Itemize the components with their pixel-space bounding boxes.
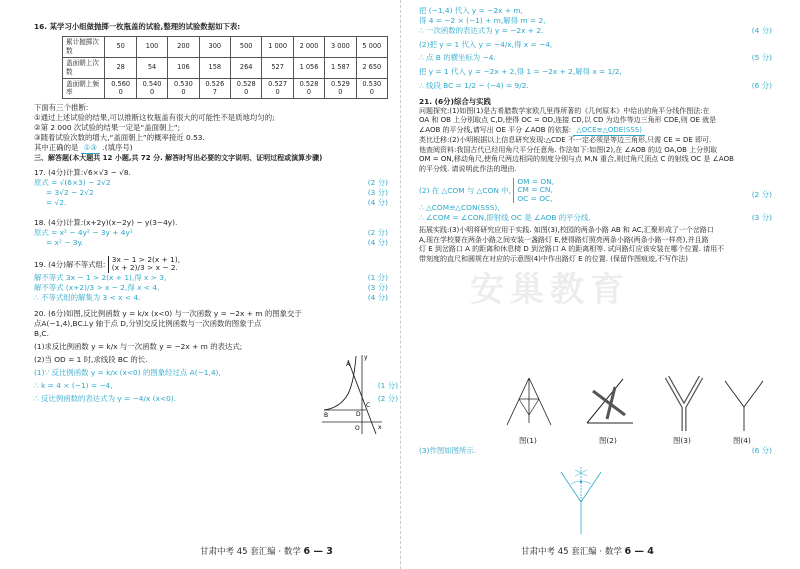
q18-step-1: 原式 = x² − 4y² − 3y + 4y² (2 分) (34, 227, 388, 237)
q21-line-2: OA 和 OB 上分别取点 C,D,使得 OC = OD,连接 CD,以 CD 为边作等边三角形 CDE,则 OE 就是 (419, 116, 717, 125)
q16-line-4: ③随着试验次数的增大,“盖面朝上”的概率接近 0.53. (34, 133, 205, 143)
q20-cont-2: 得 4 = −2 × (−1) + m,解得 m = 2, (419, 15, 546, 25)
q20-cont-3: ∴ 一次函数的表达式为 y = −2x + 2. (4 分) (419, 25, 772, 35)
watermark: 安巢教育 (470, 270, 630, 310)
left-page-number: 6 — 3 (303, 546, 333, 558)
q17-stem: 17. (4分)计算:√6×√3 − √8. (34, 167, 131, 177)
left-footer-title: 甘肃中考 45 套汇编 · 数学 (200, 547, 301, 558)
q20-figure (320, 352, 384, 436)
q20-cont-5: ∴ 点 B 的横坐标为 −4. (5 分) (419, 52, 772, 62)
table-cell: 527 (262, 57, 293, 78)
table-cell: 54 (136, 57, 167, 78)
table-cell: 0.530 0 (168, 78, 199, 99)
table-cell: 200 (168, 36, 199, 57)
q16-table-row (63, 78, 388, 99)
table-cell: 0.528 0 (231, 78, 262, 99)
q19-step-1: 解不等式 3x − 1 > 2(x + 1),得 x > 3, (1 分) (34, 273, 388, 283)
table-row-header: 盖面朝上频率 (63, 78, 105, 99)
table-cell: 0.540 0 (136, 78, 167, 99)
q21-proof-2: ∴ △COM≌△CON(SSS), (419, 203, 500, 213)
q20-part-1: (1)求反比例函数 y = k/x 与一次函数 y = −2x + m 的表达式; (34, 342, 243, 352)
q20-label-y: y (364, 354, 368, 361)
q21-proof-1: (2) 在 △COM 与 △CON 中, OM = ON, CM = CN, OC = OC, (2 分) (419, 176, 772, 203)
q19-step-2: 解不等式 (x+2)/3 > x − 2,得 x < 4, (3 分) (34, 283, 388, 293)
q21-ext-1: 拓展实践:(3)小明将研究应用于实践. 如图(3),校园的两条小路 AB 和 AC,汇聚形成了一个岔路口 (419, 226, 714, 235)
table-cell: 2 000 (293, 36, 324, 57)
q21-line-3: ∠AOB 的平分线,请写出 OE 平分 ∠AOB 的依据: △OCE≌△ODE(SSS) (419, 126, 772, 136)
table-cell: 0.527 0 (262, 78, 293, 99)
q21-head: 21. (6分)综合与实践 (419, 96, 491, 106)
fig-caption-4: 图(4) (733, 436, 751, 445)
q21-figure-1 (499, 373, 559, 433)
q16-fill-suffix: .(填序号) (102, 143, 133, 153)
q20-label-d: D (356, 411, 361, 418)
table-cell: 5 000 (356, 36, 387, 57)
table-cell: 158 (199, 57, 230, 78)
table-row-header: 累计抛掷次数 (63, 36, 105, 57)
q19-ineq-2: (x + 2)/3 > x − 2. (111, 263, 178, 273)
q20-label-o: O (355, 425, 360, 432)
q21-figure-4 (719, 373, 769, 433)
table-cell: 300 (199, 36, 230, 57)
q16-table-row (63, 36, 388, 57)
fig-caption-3: 图(3) (673, 436, 691, 445)
q16-line-3: ②第 2 000 次试验的结果一定是“盖面朝上”; (34, 123, 181, 133)
q19-ineq-1: 3x − 1 > 2(x + 1), (111, 254, 181, 264)
q16-table-row (63, 57, 388, 78)
right-page-number: 6 — 4 (624, 546, 654, 558)
q20-cont-4: (2)把 y = 1 代入 y = −4/x,得 x = −4, (419, 39, 553, 49)
q21-line-6: OM = ON,移动角尺,使角尺两边相同的刻度分别与点 M,N 重合,则过角尺顶点 C 的射线 OC 是 ∠AOB (419, 155, 734, 164)
table-cell: 0.529 0 (325, 78, 356, 99)
q21-figure-2 (579, 373, 639, 433)
right-footer (521, 546, 654, 559)
q20-cont-7: ∴ 线段 BC = 1/2 − (−4) = 9/2. (6 分) (419, 80, 772, 90)
table-cell: 0.530 0 (356, 78, 387, 99)
q20-step-1: (1)∵ 反比例函数 y = k/x (x<0) 的图象经过点 A(−1,4), (34, 368, 221, 378)
table-cell: 1 000 (262, 36, 293, 57)
q20-label-b: B (324, 412, 329, 419)
q18-stem: 18. (4分)计算:(x+2y)(x−2y) − y(3−4y). (34, 217, 178, 227)
q20-stem-3: B,C. (34, 329, 49, 339)
table-cell: 500 (231, 36, 262, 57)
q21-proof-3: ∴ ∠COM = ∠CON,即射线 OC 是 ∠AOB 的平分线. (3 分) (419, 213, 772, 223)
q21-line-7: 的平分线. 请说明此作法的理由. (419, 164, 517, 173)
q16-fill-prefix: 其中正确的是 (34, 143, 79, 153)
q18-step-2: = x² − 3y. (4 分) (46, 237, 388, 247)
q16-line-1: 下面有三个推断: (34, 103, 89, 113)
q16-stem: 16. 某学习小组做抛掷一枚瓶盖的试验,整理的试验数据如下表: (34, 22, 241, 31)
q21-line-4: 类比迁移:(2)小明根据以上信息研究发现:△CDE 不一定必须是等边三角形,只需 CE = DE 即可. (419, 136, 712, 145)
q20-label-x: x (378, 424, 382, 431)
q21-line-1: 问题探究:(1)如图(1)是古希腊数学家欧几里得所著的《几何原本》中给出的角平分线作图法:在 (419, 106, 710, 115)
q21-ext-4: 带刻度的直尺和圆规在对应的示意图(4)中作出路灯 E 的位置. (保留作图痕迹,不写作法) (419, 254, 688, 263)
q20-step-3: ∴ 反比例函数的表达式为 y = −4/x (x<0). (2 分) (34, 394, 398, 404)
left-footer (200, 546, 333, 559)
q16-answer: ①③ (81, 143, 100, 154)
table-cell: 1 587 (325, 57, 356, 78)
q17-step-2: = 3√2 − 2√2 (3 分) (46, 187, 388, 197)
q20-part-2: (2)当 OD = 1 时,求线段 BC 的长. (34, 355, 148, 365)
q16-line-2: ①通过上述试验的结果,可以推断这枚瓶盖有很大的可能性不是质地均匀的; (34, 113, 275, 123)
q20-label-c: C (366, 402, 371, 409)
q16-table (62, 36, 388, 99)
table-cell: 3 000 (325, 36, 356, 57)
q17-step-1: 原式 = √(6×3) − 2√2 (2 分) (34, 177, 388, 187)
q20-label-a: A (346, 361, 351, 368)
table-cell: 0.528 0 (293, 78, 324, 99)
q21-figure-3 (659, 373, 709, 433)
table-cell: 1 056 (293, 57, 324, 78)
q20-stem-1: 20. (6分)如图,反比例函数 y = k/x (x<0) 与一次函数 y = −2x + m 的图象交于 (34, 309, 302, 319)
q21-ans3: (3)作图如图所示. (6 分) (419, 446, 772, 455)
q19-stem: 19. (4分)解不等式组: 3x − 1 > 2(x + 1), (x + 2)/3 > x − 2. (34, 254, 181, 273)
q20-cont-1: 把 (−1,4) 代入 y = −2x + m, (419, 6, 523, 15)
q21-line-5: 他查阅资料:我国古代已经用角尺平分任意角. 作法如下:如图(2),在 ∠AOB 的边 OA,OB 上分别取 (419, 145, 718, 154)
q20-cont-6: 把 y = 1 代入 y = −2x + 2,得 1 = −2x + 2,解得 x = 1/2, (419, 66, 622, 76)
table-row-header: 盖面朝上次数 (63, 57, 105, 78)
q16-fill (34, 143, 388, 154)
right-footer-title: 甘肃中考 45 套汇编 · 数学 (521, 547, 622, 558)
table-cell: 0.560 0 (105, 78, 136, 99)
q17-step-3: = √2. (4 分) (46, 197, 388, 207)
fig-caption-1: 图(1) (519, 436, 537, 445)
fig-caption-2: 图(2) (599, 436, 617, 445)
table-cell: 50 (105, 36, 136, 57)
table-cell: 0.526 7 (199, 78, 230, 99)
section-3-heading: 三、解答题(本大题共 12 小题,共 72 分. 解答时写出必要的文字说明、证明过程或演算步骤) (34, 154, 323, 163)
table-cell: 28 (105, 57, 136, 78)
table-cell: 100 (136, 36, 167, 57)
q21-ext-3: 灯 E 到岔路口 A 的距离和休息椅 D 到岔路口 A 的距离相等. 试问路灯应该安装在哪个位置. 请用不 (419, 245, 725, 254)
q20-step-2: ∴ k = 4 × (−1) = −4, (1 分) (34, 381, 398, 391)
table-cell: 264 (231, 57, 262, 78)
q21-answer-figure (551, 462, 611, 537)
q20-stem-2: 点A(−1,4),BC⊥y 轴于点 D,分别交反比例函数与一次函数的图象于点 (34, 319, 262, 329)
table-cell: 2 650 (356, 57, 387, 78)
q19-step-3: ∴ 不等式组的解集为 3 < x < 4. (4 分) (34, 293, 388, 303)
q21-blank-answer: △OCE≌△ODE(SSS) (573, 126, 645, 136)
q21-ext-2: A,现在学校要在两条小路之间安装一盏路灯 E,使得路灯照亮两条小路(两条小路一样亮),并且路 (419, 235, 709, 244)
table-cell: 106 (168, 57, 199, 78)
